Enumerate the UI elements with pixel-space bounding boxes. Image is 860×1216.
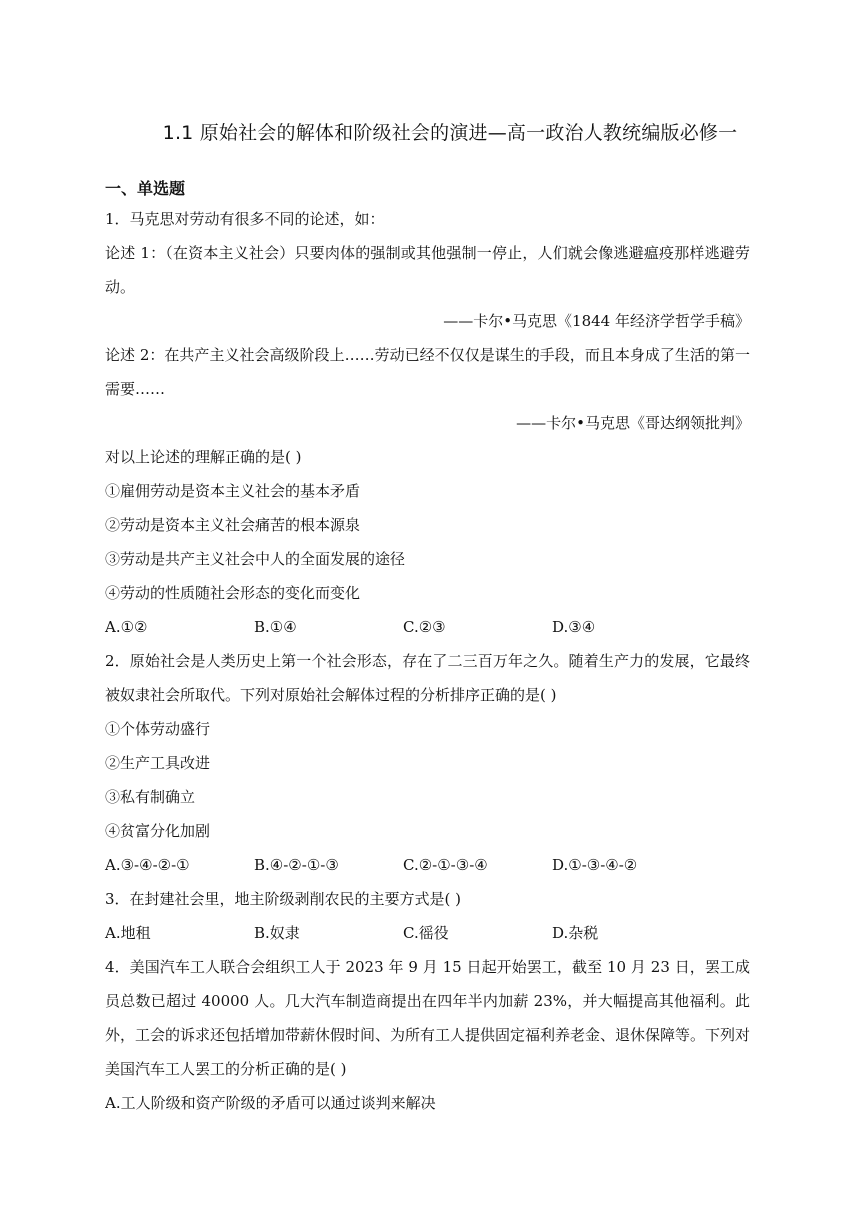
question-4-stem: 4．美国汽车工人联合会组织工人于 2023 年 9 月 15 日起开始罢工，截至 10 月 23 日，罢工成员总数已超过 40000 人。几大汽车制造商提出在四年半内加薪 23%，并大幅提高其他福利。此外，工会的诉求还包括增加带薪休假时间、为所有工人提供固定福利养老金、退休保障等。下列对美国汽车工人罢工的分析正确的是( ) [105, 958, 751, 1078]
option-a[interactable]: A.③-④-②-① [105, 856, 190, 874]
question-1-item: ④劳动的性质随社会形态的变化而变化 [105, 584, 361, 602]
question-list [105, 202, 750, 1120]
question-1-item: ③劳动是共产主义社会中人的全面发展的途径 [105, 550, 406, 568]
option-d[interactable]: D.③④ [552, 618, 596, 636]
question-1-source-1: ——卡尔•马克思《1844 年经济学哲学手稿》 [443, 312, 750, 330]
question-2-stem: 2．原始社会是人类历史上第一个社会形态，存在了二三百万年之久。随着生产力的发展，它最终被奴隶社会所取代。下列对原始社会解体过程的分析排序正确的是( ) [105, 652, 750, 704]
question-3-stem: 3．在封建社会里，地主阶级剥削农民的主要方式是( ) [105, 890, 462, 908]
question-1-statement-2: 论述 2：在共产主义社会高级阶段上……劳动已经不仅仅是谋生的手段，而且本身成了生活的第一需要…… [105, 346, 750, 398]
option-a[interactable]: A.①② [105, 618, 148, 636]
option-a[interactable]: A.地租 [105, 924, 151, 942]
question-2-options [105, 848, 750, 882]
question-2-item: ④贫富分化加剧 [105, 822, 211, 840]
option-a[interactable]: A.工人阶级和资产阶级的矛盾可以通过谈判来解决 [105, 1094, 436, 1112]
option-b[interactable]: B.奴隶 [254, 924, 300, 942]
question-1-item: ②劳动是资本主义社会痛苦的根本源泉 [105, 516, 361, 534]
question-1-options [105, 610, 750, 644]
option-d[interactable]: D.①-③-④-② [552, 856, 638, 874]
question-2-item: ②生产工具改进 [105, 754, 211, 772]
question-1-stem: 1．马克思对劳动有很多不同的论述，如： [105, 210, 385, 228]
option-c[interactable]: C.②③ [403, 618, 446, 636]
option-d[interactable]: D.杂税 [552, 924, 599, 942]
question-1-source-2: ——卡尔•马克思《哥达纲领批判》 [516, 414, 750, 432]
question-3-options [105, 916, 750, 950]
page-title: 1.1 原始社会的解体和阶级社会的演进—高一政治人教统编版必修一 [162, 122, 738, 144]
option-b[interactable]: B.①④ [254, 618, 297, 636]
question-1-item: ①雇佣劳动是资本主义社会的基本矛盾 [105, 482, 361, 500]
question-1-statement-1: 论述 1：（在资本主义社会）只要肉体的强制或其他强制一停止，人们就会像逃避瘟疫那样逃避劳动。 [105, 244, 750, 296]
option-c[interactable]: C.徭役 [403, 924, 449, 942]
question-2-item: ③私有制确立 [105, 788, 196, 806]
question-1-ask: 对以上论述的理解正确的是( ) [105, 448, 302, 466]
question-2-item: ①个体劳动盛行 [105, 720, 211, 738]
option-b[interactable]: B.④-②-①-③ [254, 856, 339, 874]
option-c[interactable]: C.②-①-③-④ [403, 856, 488, 874]
section-heading: 一、单选题 [105, 179, 186, 198]
